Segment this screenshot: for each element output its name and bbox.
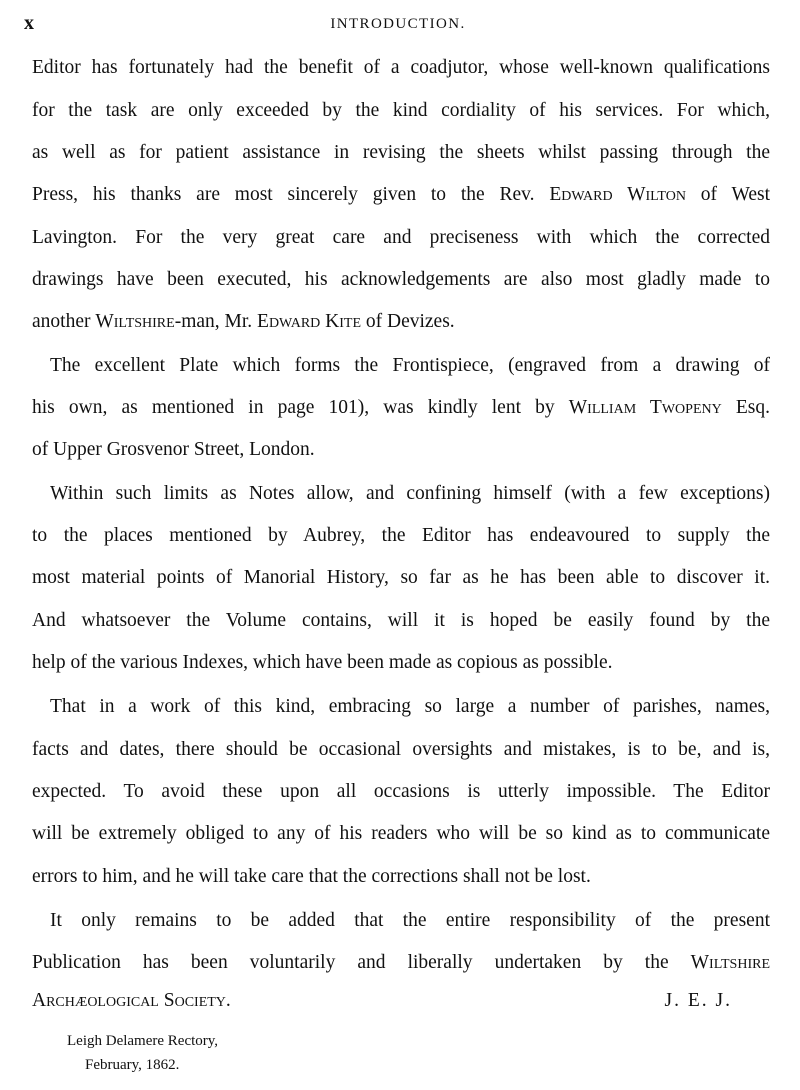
text-line: Publication has been voluntarily and liberally undertaken by the Wiltshire xyxy=(32,952,770,973)
text-line: Lavington. For the very great care and preciseness with which the corrected xyxy=(32,227,770,248)
text-line: as well as for patient assistance in revising the sheets whilst passing through the xyxy=(32,142,770,163)
text-line: will be extremely obliged to any of his readers who will be so kind as to communicate xyxy=(32,823,770,844)
page-header xyxy=(24,12,772,36)
text-line: most material points of Manorial History, so far as he has been able to discover it. xyxy=(32,567,770,588)
text-line: Editor has fortunately had the benefit of a coadjutor, whose well-known qualifications xyxy=(32,57,770,78)
text-line: facts and dates, there should be occasional oversights and mistakes, is to be, and is, xyxy=(32,739,770,760)
footer-date: February, 1862. xyxy=(85,1057,180,1073)
society-name: Archæological Society. xyxy=(32,990,231,1011)
text-line: drawings have been executed, his acknowledgements are also most gladly made to xyxy=(32,269,770,290)
text-line: Press, his thanks are most sincerely given to the Rev. Edward Wilton of West xyxy=(32,184,770,205)
text-line: errors to him, and he will take care that the corrections shall not be lost. xyxy=(32,866,591,887)
text-line: Within such limits as Notes allow, and confining himself (with a few exceptions) xyxy=(50,483,770,504)
text-line: expected. To avoid these upon all occasions is utterly impossible. The Editor xyxy=(32,781,770,802)
text-line: That in a work of this kind, embracing so large a number of parishes, names, xyxy=(50,696,770,717)
text-line: The excellent Plate which forms the Frontispiece, (engraved from a drawing of xyxy=(50,355,770,376)
text-line: And whatsoever the Volume contains, will it is hoped be easily found by the xyxy=(32,610,770,631)
author-initials: J. E. J. xyxy=(664,990,732,1011)
text-line: to the places mentioned by Aubrey, the Editor has endeavoured to supply the xyxy=(32,525,770,546)
running-head: INTRODUCTION. xyxy=(330,16,466,32)
closing-line xyxy=(32,990,770,1012)
text-line: of Upper Grosvenor Street, London. xyxy=(32,439,315,460)
text-line: another Wiltshire-man, Mr. Edward Kite of Devizes. xyxy=(32,311,455,332)
footer-place: Leigh Delamere Rectory, xyxy=(67,1033,219,1049)
page-number: x xyxy=(24,12,34,34)
text-line: It only remains to be added that the entire responsibility of the present xyxy=(50,910,770,931)
text-line: his own, as mentioned in page 101), was kindly lent by William Twopeny Esq. xyxy=(32,397,770,418)
text-line: help of the various Indexes, which have been made as copious as possible. xyxy=(32,652,613,673)
text-line: for the task are only exceeded by the kind cordiality of his services. For which, xyxy=(32,100,770,121)
